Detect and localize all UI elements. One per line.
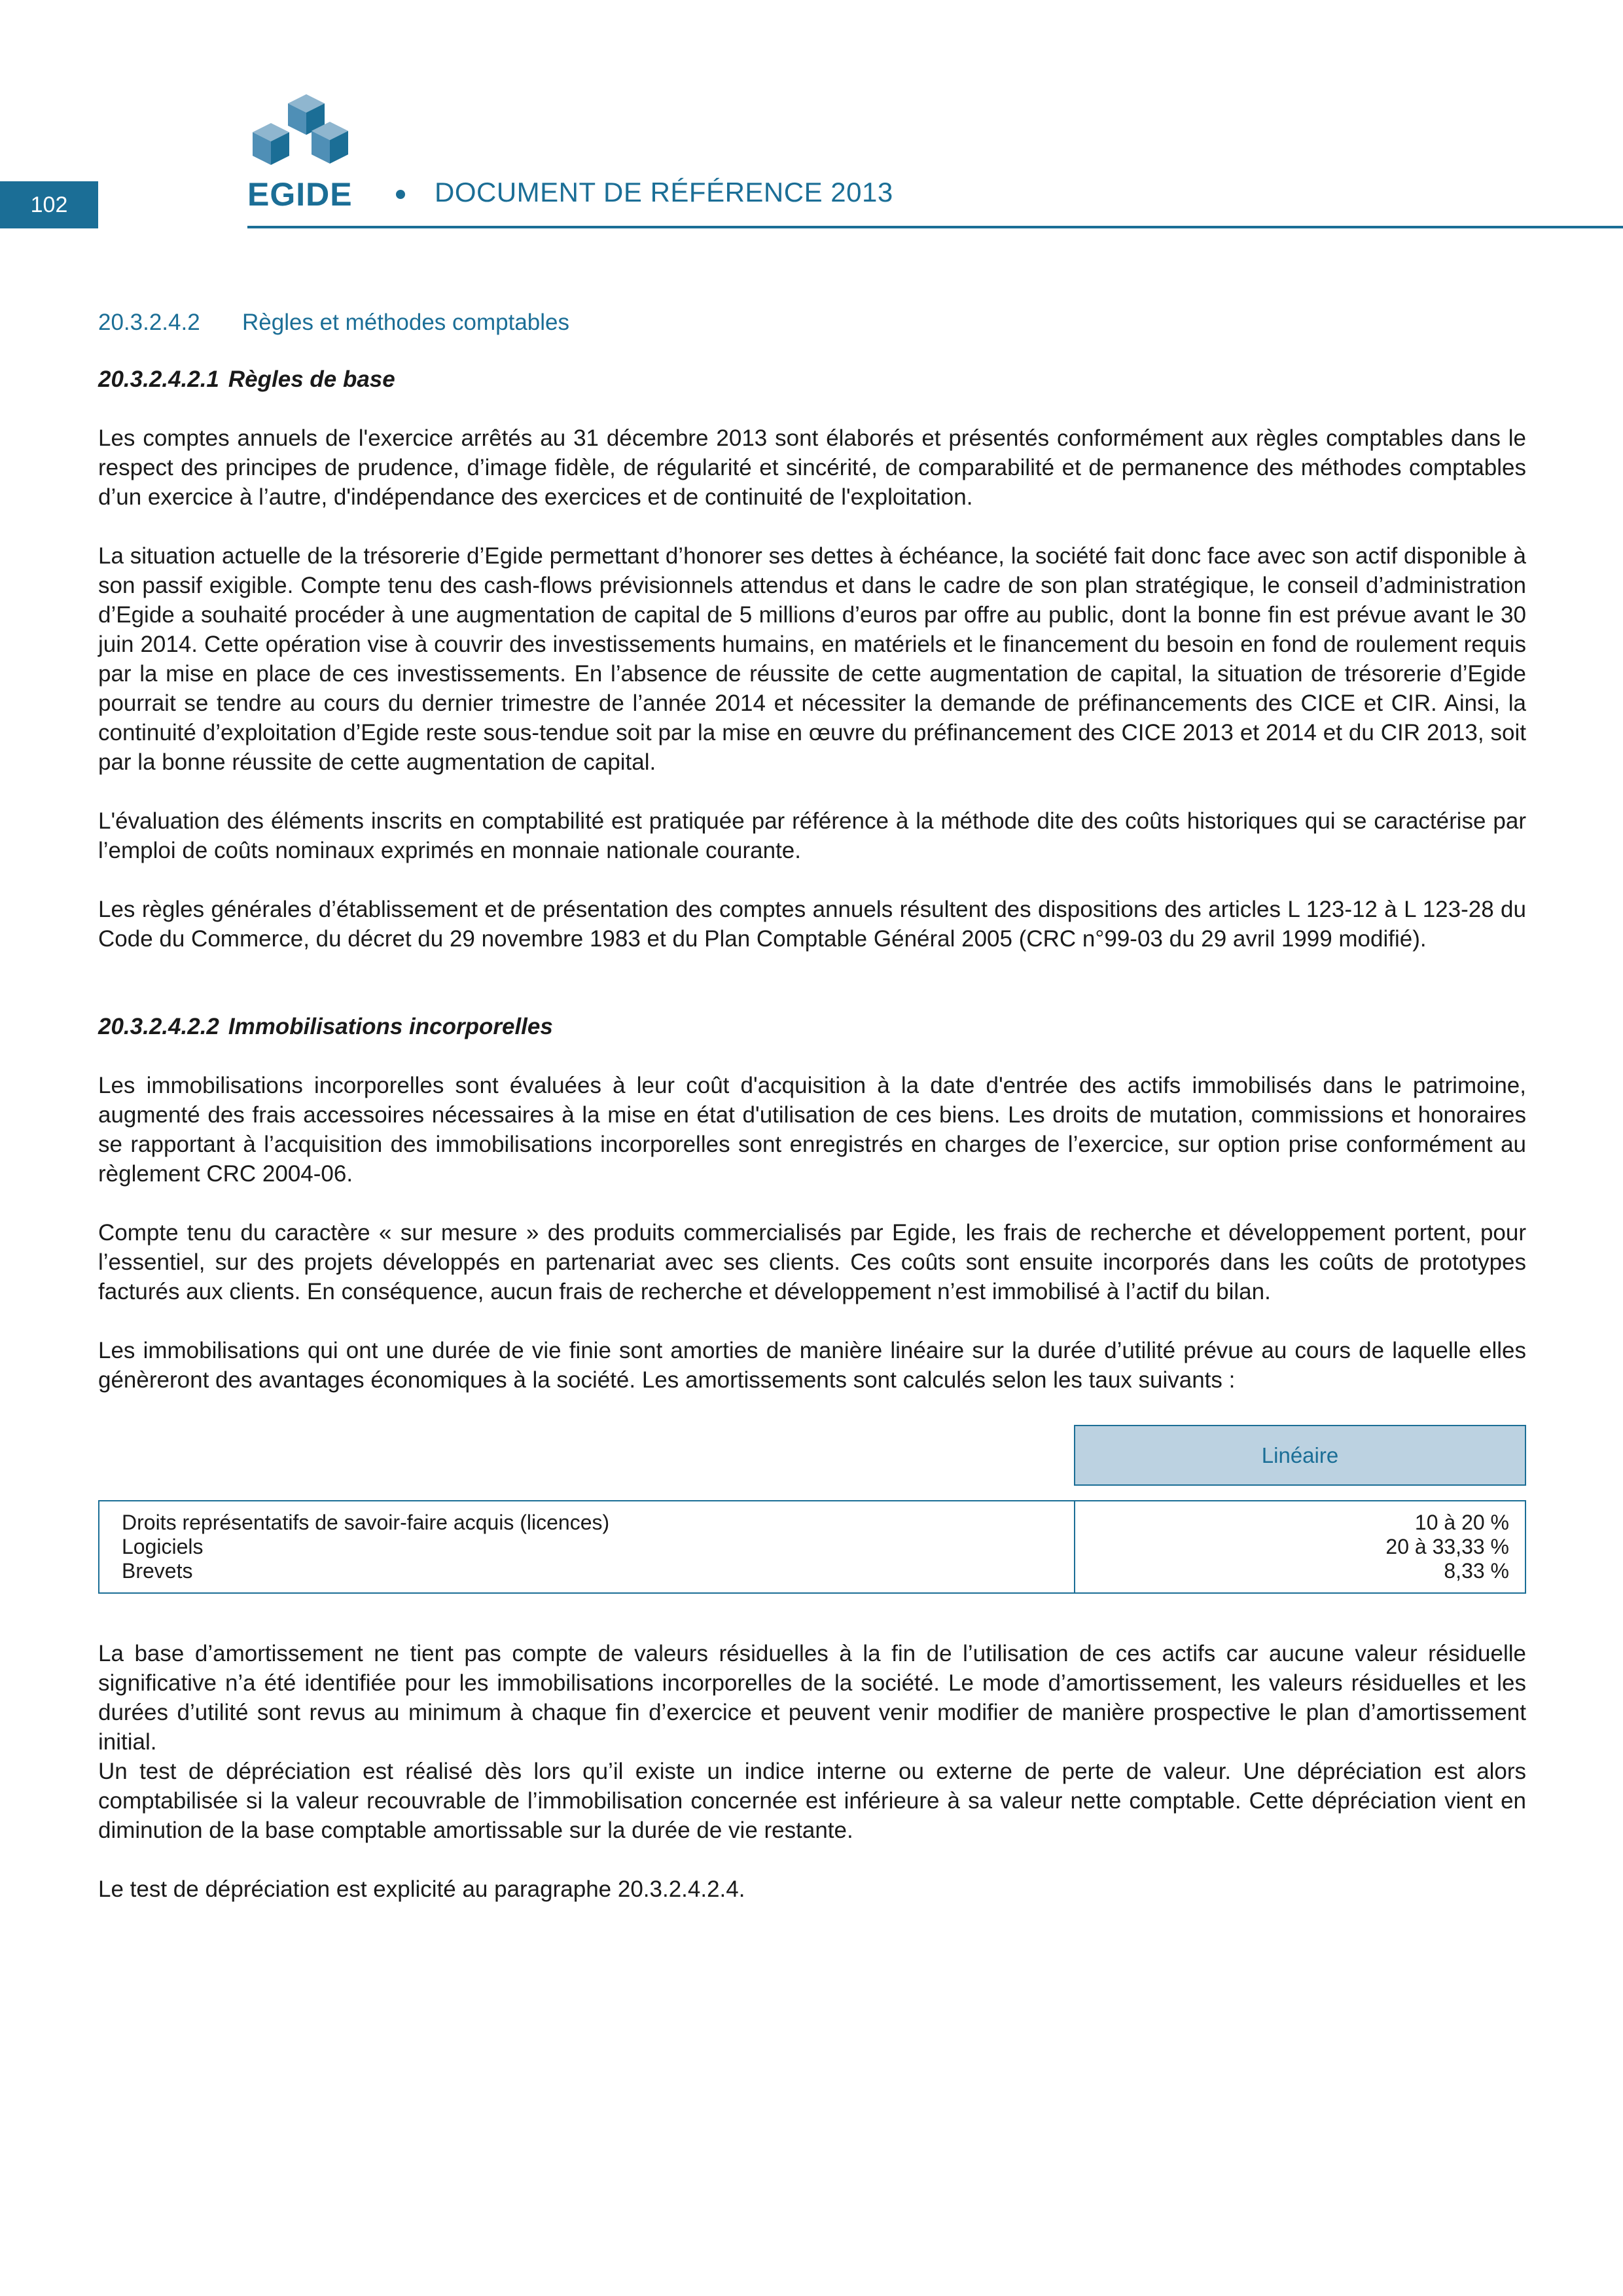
subsection-title: Règles de base xyxy=(228,367,395,392)
subsection-heading xyxy=(98,1012,1526,1041)
row-label: Droits représentatifs de savoir-faire acquis (licences) xyxy=(122,1511,610,1534)
paragraph: Le test de dépréciation est explicité au paragraphe 20.3.2.4.2.4. xyxy=(98,1876,745,1902)
paragraph: La base d’amortissement ne tient pas compte de valeurs résiduelles à la fin de l’utilisation de ces actifs car aucune valeur résiduelle significative n’a été identifiée pour les immobilisations incorporelles de la société. Le mode d’amortissement, les valeurs résiduelles et les durées d’utilité sont revus au minimum à chaque fin d’exercice et peuvent venir modifier de manière prospective le plan d’amortissement initial. xyxy=(98,1641,1526,1755)
paragraph: La situation actuelle de la trésorerie d’Egide permettant d’honorer ses dettes à échéance, la société fait donc face avec son actif disponible à son passif exigible. Compte tenu des cash-flows prévisionnels attendus et dans le cadre de son plan stratégique, le conseil d’administration d’Egide a souhaité procéder à une augmentation de capital de 5 millions d’euros par offre au public, dont la bonne fin est prévue avant le 30 juin 2014. Cette opération vise à couvrir des investissements humains, en matériels et le financement du besoin en fond de roulement requis par la mise en place de ces investissements. En l’absence de réussite de cette augmentation de capital, la situation de trésorerie d’Egide pourrait se tendre au cours du dernier trimestre de l’année 2014 et nécessiter la demande de préfinancements des CICE et CIR. Ainsi, la continuité d’exploitation d’Egide reste sous-tendue soit par la mise en œuvre du préfinancement des CICE 2013 et 2014 et du CIR 2013, soit par la bonne réussite de cette augmentation de capital. xyxy=(98,543,1526,775)
paragraph: L'évaluation des éléments inscrits en comptabilité est pratiquée par référence à la méthode dite des coûts historiques qui se caractérise par l’emploi de coûts nominaux exprimés en monnaie nationale courante. xyxy=(98,808,1526,863)
header-divider xyxy=(247,226,1623,228)
paragraph: Les immobilisations qui ont une durée de vie finie sont amorties de manière linéaire sur la durée d’utilité prévue au cours de laquelle elles génèreront des avantages économiques à la société. Les amortissements sont calculés selon les taux suivants : xyxy=(98,1338,1526,1393)
paragraph: Les immobilisations incorporelles sont évaluées à leur coût d'acquisition à la date d'entrée des actifs immobilisés dans le patrimoine, augmenté des frais accessoires nécessaires à la mise en état d'utilisation de ces biens. Les droits de mutation, commissions et honoraires se rapportant à l’acquisition des immobilisations incorporelles sont enregistrés en charges de l’exercice, sur option prise conformément au règlement CRC 2004-06. xyxy=(98,1073,1526,1187)
section-number: 20.3.2.4.2 xyxy=(98,310,200,335)
subsection-number: 20.3.2.4.2.2 xyxy=(98,1014,219,1039)
subsection-number: 20.3.2.4.2.1 xyxy=(98,367,219,392)
document-title: DOCUMENT DE RÉFÉRENCE 2013 xyxy=(435,177,893,207)
subsection-heading xyxy=(98,365,1526,394)
logo-text: EGIDE xyxy=(247,176,353,213)
page-content xyxy=(98,308,1526,1933)
cubes-logo-icon xyxy=(249,85,366,183)
section-title: Règles et méthodes comptables xyxy=(242,310,569,335)
row-rate: 20 à 33,33 % xyxy=(1385,1535,1509,1558)
row-label: Brevets xyxy=(122,1559,193,1583)
amortization-rates-table xyxy=(98,1425,1526,1594)
paragraph: Un test de dépréciation est réalisé dès lors qu’il existe un indice interne ou externe de perte de valeur. Une dépréciation est alors comptabilisée si la valeur recouvrable de l’immobilisation concernée est inférieure à sa valeur nette comptable. Cette dépréciation vient en diminution de la base comptable amortissable sur la durée de vie restante. xyxy=(98,1759,1526,1843)
paragraph: Les comptes annuels de l'exercice arrêtés au 31 décembre 2013 sont élaborés et présentés conformément aux règles comptables dans le respect des principes de prudence, d’image fidèle, de régularité et sincérité, de comparabilité et de permanence des méthodes comptables d’un exercice à l’autre, d'indépendance des exercices et de continuité de l'exploitation. xyxy=(98,425,1526,510)
header-bullet-icon xyxy=(396,190,405,199)
row-rate: 8,33 % xyxy=(1444,1559,1509,1583)
table-header-blank xyxy=(99,1426,1075,1485)
row-rate: 10 à 20 % xyxy=(1414,1511,1509,1534)
table-cell-labels xyxy=(99,1501,1075,1593)
section-heading xyxy=(98,308,1526,337)
table-row xyxy=(99,1501,1525,1593)
table-header-lineaire: Linéaire xyxy=(1075,1426,1525,1485)
table-cell-rates xyxy=(1075,1501,1525,1593)
subsection-title: Immobilisations incorporelles xyxy=(228,1014,553,1039)
paragraph: Les règles générales d’établissement et de présentation des comptes annuels résultent des dispositions des articles L 123-12 à L 123-28 du Code du Commerce, du décret du 29 novembre 1983 et du Plan Comptable Général 2005 (CRC n°99-03 du 29 avril 1999 modifié). xyxy=(98,897,1526,952)
row-label: Logiciels xyxy=(122,1535,204,1558)
page-number: 102 xyxy=(0,181,98,228)
paragraph: Compte tenu du caractère « sur mesure » des produits commercialisés par Egide, les frais de recherche et développement portent, pour l’essentiel, sur des projets développés en partenariat avec ses clients. Ces coûts sont ensuite incorporés dans les coûts de prototypes facturés aux clients. En conséquence, aucun frais de recherche et développement n’est immobilisé à l’actif du bilan. xyxy=(98,1220,1526,1304)
